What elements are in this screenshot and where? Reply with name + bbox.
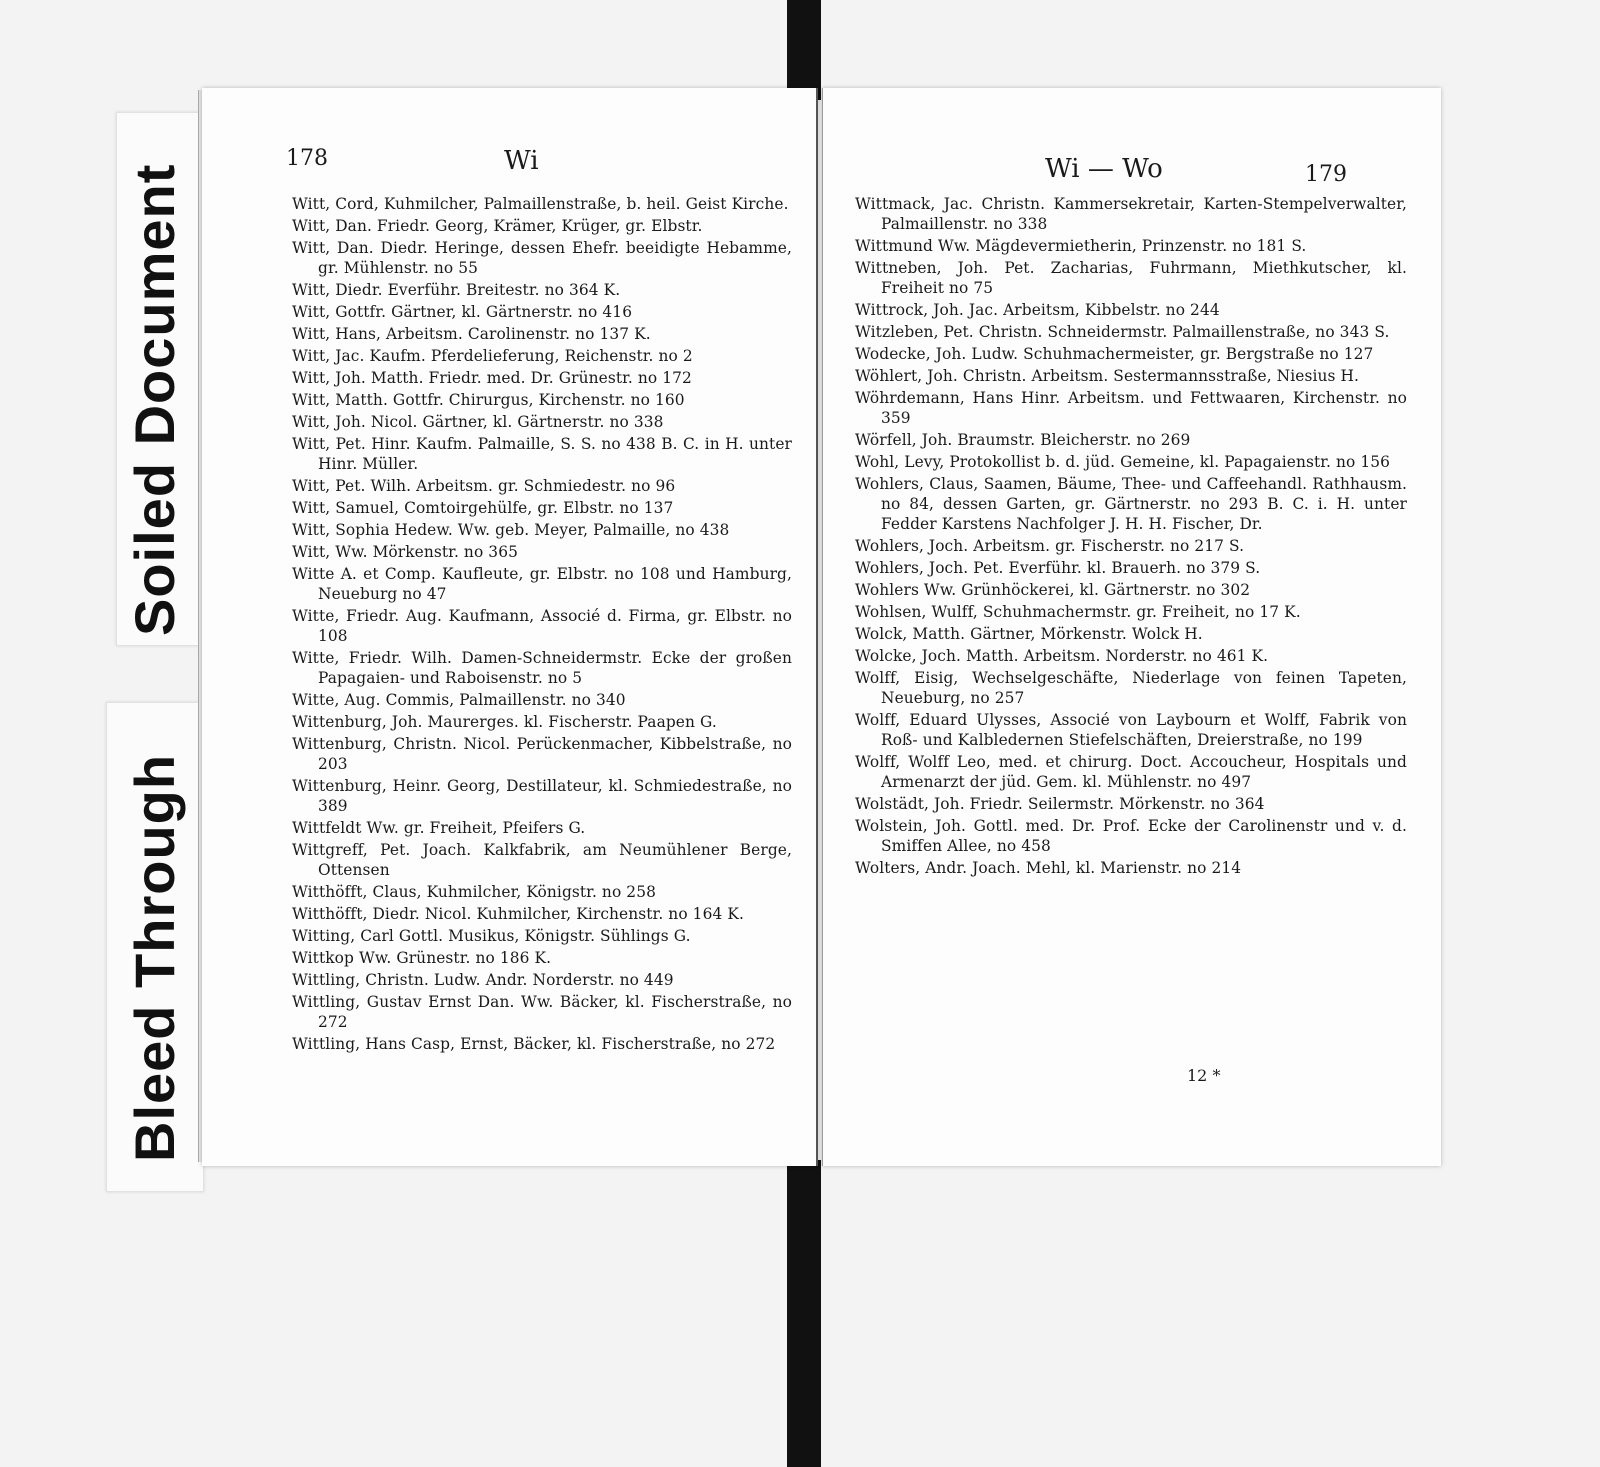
directory-entry: Witthöfft, Diedr. Nicol. Kuhmilcher, Kirchenstr. no 164 K. bbox=[292, 905, 744, 923]
directory-entry: Witting, Carl Gottl. Musikus, Königstr. Sühlings G. bbox=[292, 927, 691, 945]
directory-entry: Wohlers, Claus, Saamen, Bäume, Thee- und Caffeehandl. Rathhausm. no 84, dessen Garten, gr. Gärtnerstr. no 293 B. C. i. H. unter Fedder Karstens Nachfolger J. H. H. Fischer, Dr. bbox=[855, 475, 1407, 533]
directory-entry: Wolcke, Joch. Matth. Arbeitsm. Norderstr. no 461 K. bbox=[855, 647, 1269, 665]
left-page-number: 178 bbox=[286, 146, 328, 171]
directory-entry: Witt, Joh. Matth. Friedr. med. Dr. Grünestr. no 172 bbox=[292, 369, 692, 387]
directory-entry: Wittrock, Joh. Jac. Arbeitsm, Kibbelstr. no 244 bbox=[855, 301, 1220, 319]
directory-entry: Wohlers, Joch. Pet. Everführ. kl. Brauerh. no 379 S. bbox=[855, 559, 1261, 577]
directory-entry: Wohlsen, Wulff, Schuhmachermstr. gr. Freiheit, no 17 K. bbox=[855, 603, 1301, 621]
directory-entry: Witt, Gottfr. Gärtner, kl. Gärtnerstr. no 416 bbox=[292, 303, 633, 321]
directory-entry: Wolstein, Joh. Gottl. med. Dr. Prof. Ecke der Carolinenstr und v. d. Smiffen Allee, no 458 bbox=[855, 817, 1407, 855]
directory-entry: Witt, Jac. Kaufm. Pferdelieferung, Reichenstr. no 2 bbox=[292, 347, 693, 365]
binding-strap-bottom bbox=[787, 1160, 821, 1467]
directory-entry: Wolters, Andr. Joach. Mehl, kl. Marienstr. no 214 bbox=[855, 859, 1242, 877]
directory-entry: Witte, Friedr. Wilh. Damen-Schneidermstr. Ecke der großen Papagaien- und Raboisenstr. no 5 bbox=[292, 649, 792, 687]
directory-entry: Wolstädt, Joh. Friedr. Seilermstr. Mörkenstr. no 364 bbox=[855, 795, 1265, 813]
directory-entry: Wittling, Hans Casp, Ernst, Bäcker, kl. Fischerstraße, no 272 bbox=[292, 1035, 776, 1053]
directory-entry: Wittkop Ww. Grünestr. no 186 K. bbox=[292, 949, 552, 967]
directory-entry: Witt, Ww. Mörkenstr. no 365 bbox=[292, 543, 518, 561]
directory-entry: Wodecke, Joh. Ludw. Schuhmachermeister, gr. Bergstraße no 127 bbox=[855, 345, 1374, 363]
directory-entry: Wohlers, Joch. Arbeitsm. gr. Fischerstr. no 217 S. bbox=[855, 537, 1245, 555]
left-entry-list bbox=[292, 194, 792, 1056]
directory-entry: Wittenburg, Heinr. Georg, Destillateur, kl. Schmiedestraße, no 389 bbox=[292, 777, 792, 815]
directory-entry: Wolff, Eduard Ulysses, Associé von Laybourn et Wolff, Fabrik von Roß- und Kalbledernen Stiefelschäften, Dreierstraße, no 199 bbox=[855, 711, 1407, 749]
directory-entry: Wöhlert, Joh. Christn. Arbeitsm. Sestermannsstraße, Niesius H. bbox=[855, 367, 1360, 385]
directory-entry: Wittneben, Joh. Pet. Zacharias, Fuhrmann, Miethkutscher, kl. Freiheit no 75 bbox=[855, 259, 1407, 297]
directory-entry: Witt, Samuel, Comtoirgehülfe, gr. Elbstr. no 137 bbox=[292, 499, 674, 517]
directory-entry: Wörfell, Joh. Braumstr. Bleicherstr. no 269 bbox=[855, 431, 1191, 449]
directory-entry: Witt, Cord, Kuhmilcher, Palmaillenstraße, b. heil. Geist Kirche. bbox=[292, 195, 789, 213]
directory-entry: Wolck, Matth. Gärtner, Mörkenstr. Wolck H. bbox=[855, 625, 1203, 643]
directory-entry: Witzleben, Pet. Christn. Schneidermstr. Palmaillenstraße, no 343 S. bbox=[855, 323, 1390, 341]
directory-entry: Witt, Sophia Hedew. Ww. geb. Meyer, Palmaille, no 438 bbox=[292, 521, 730, 539]
left-page-heading: Wi bbox=[504, 146, 539, 176]
directory-entry: Witt, Dan. Diedr. Heringe, dessen Ehefr. beeidigte Hebamme, gr. Mühlenstr. no 55 bbox=[292, 239, 792, 277]
binding-strap-top bbox=[787, 0, 821, 100]
directory-entry: Witt, Hans, Arbeitsm. Carolinenstr. no 137 K. bbox=[292, 325, 651, 343]
directory-entry: Witt, Pet. Wilh. Arbeitsm. gr. Schmiedestr. no 96 bbox=[292, 477, 676, 495]
directory-entry: Wolff, Eisig, Wechselgeschäfte, Niederlage von feinen Tapeten, Neueburg, no 257 bbox=[855, 669, 1407, 707]
directory-entry: Wittling, Christn. Ludw. Andr. Norderstr. no 449 bbox=[292, 971, 674, 989]
soiled-document-label: Soiled Document bbox=[123, 163, 186, 636]
right-page-number: 179 bbox=[1305, 162, 1347, 187]
directory-entry: Witt, Joh. Nicol. Gärtner, kl. Gärtnerstr. no 338 bbox=[292, 413, 664, 431]
directory-entry: Wolff, Wolff Leo, med. et chirurg. Doct. Accoucheur, Hospitals und Armenarzt der jüd. Gem. kl. Mühlenstr. no 497 bbox=[855, 753, 1407, 791]
directory-entry: Wittgreff, Pet. Joach. Kalkfabrik, am Neumühlener Berge, Ottensen bbox=[292, 841, 792, 879]
directory-entry: Witt, Matth. Gottfr. Chirurgus, Kirchenstr. no 160 bbox=[292, 391, 685, 409]
directory-entry: Wohlers Ww. Grünhöckerei, kl. Gärtnerstr. no 302 bbox=[855, 581, 1251, 599]
left-page bbox=[202, 88, 818, 1166]
directory-entry: Witthöfft, Claus, Kuhmilcher, Königstr. no 258 bbox=[292, 883, 656, 901]
right-page-heading: Wi — Wo bbox=[1045, 154, 1163, 184]
right-page bbox=[822, 88, 1441, 1166]
directory-entry: Witt, Dan. Friedr. Georg, Krämer, Krüger, gr. Elbstr. bbox=[292, 217, 703, 235]
directory-entry: Wittfeldt Ww. gr. Freiheit, Pfeifers G. bbox=[292, 819, 586, 837]
directory-entry: Wittling, Gustav Ernst Dan. Ww. Bäcker, kl. Fischerstraße, no 272 bbox=[292, 993, 792, 1031]
directory-entry: Wohl, Levy, Protokollist b. d. jüd. Gemeine, kl. Papagaienstr. no 156 bbox=[855, 453, 1391, 471]
directory-entry: Witt, Pet. Hinr. Kaufm. Palmaille, S. S. no 438 B. C. in H. unter Hinr. Müller. bbox=[292, 435, 792, 473]
directory-entry: Wittenburg, Joh. Maurerges. kl. Fischerstr. Paapen G. bbox=[292, 713, 717, 731]
directory-entry: Witte A. et Comp. Kaufleute, gr. Elbstr. no 108 und Hamburg, Neueburg no 47 bbox=[292, 565, 792, 603]
directory-entry: Witte, Aug. Commis, Palmaillenstr. no 340 bbox=[292, 691, 626, 709]
directory-entry: Witt, Diedr. Everführ. Breitestr. no 364 K. bbox=[292, 281, 621, 299]
directory-entry: Wittmack, Jac. Christn. Kammersekretair, Karten-Stempelverwalter, Palmaillenstr. no 338 bbox=[855, 195, 1407, 233]
directory-entry: Wittenburg, Christn. Nicol. Perückenmacher, Kibbelstraße, no 203 bbox=[292, 735, 792, 773]
directory-entry: Wöhrdemann, Hans Hinr. Arbeitsm. und Fettwaaren, Kirchenstr. no 359 bbox=[855, 389, 1407, 427]
printer-signature: 12 * bbox=[1187, 1066, 1221, 1085]
directory-entry: Wittmund Ww. Mägdevermietherin, Prinzenstr. no 181 S. bbox=[855, 237, 1307, 255]
right-entry-list bbox=[855, 194, 1407, 880]
bleed-through-label: Bleed Through bbox=[123, 753, 186, 1162]
directory-entry: Witte, Friedr. Aug. Kaufmann, Associé d. Firma, gr. Elbstr. no 108 bbox=[292, 607, 792, 645]
